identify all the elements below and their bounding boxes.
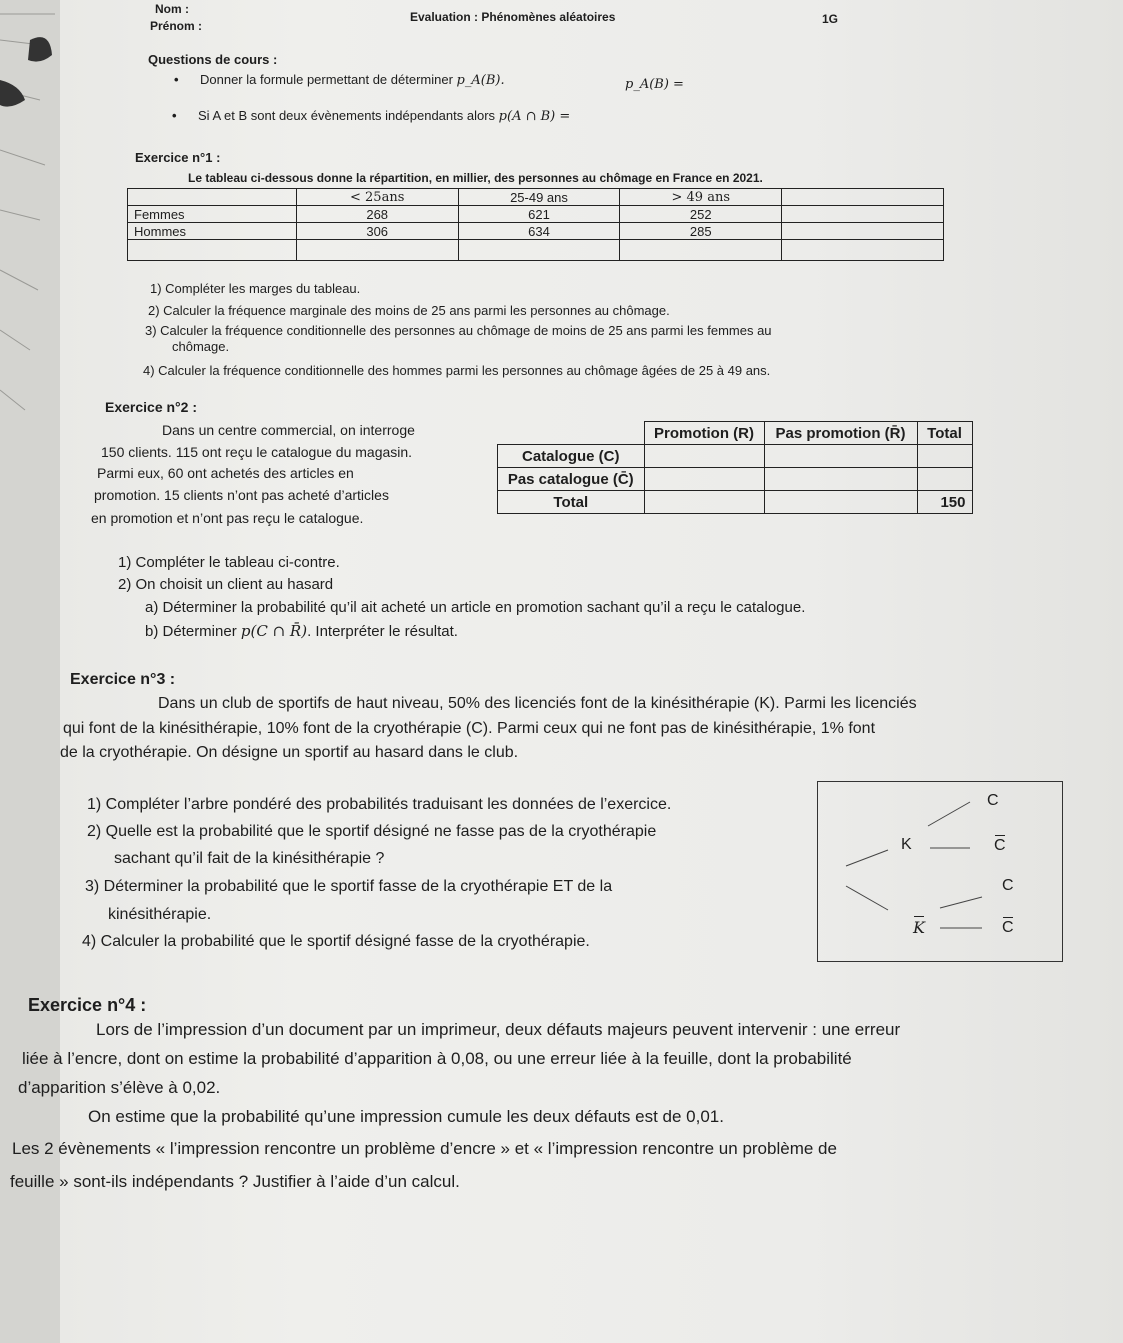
ex1-q2: 2) Calculer la fréquence marginale des moins de 25 ans parmi les personnes au chômage. (148, 303, 670, 318)
row-label: Femmes (128, 206, 297, 223)
table-header-cell: > 49 ans (620, 189, 782, 206)
ex1-q3-cont: chômage. (172, 339, 230, 354)
tree-node-kbar: K (913, 918, 925, 937)
ex3-q3: 3) Déterminer la probabilité que le sportif fasse de la cryothérapie ET de la (85, 878, 613, 895)
ex4-text-line: feuille » sont-ils indépendants ? Justifier à l’aide d’un calcul. (10, 1172, 460, 1191)
ex2-text-line: en promotion et n’ont pas reçu le catalogue. (91, 510, 364, 526)
table-cell: 621 (458, 206, 620, 223)
ex2-table (497, 421, 973, 514)
ex2-q1: 1) Compléter le tableau ci-contre. (118, 554, 340, 571)
table-row (128, 206, 944, 223)
cours-q2-text: Si A et B sont deux évènements indépendants alors (198, 108, 496, 123)
ex3-q1: 1) Compléter l’arbre pondéré des probabilités traduisant les données de l’exercice. (87, 796, 672, 813)
table-cell[interactable] (458, 240, 620, 261)
table-cell[interactable] (782, 223, 944, 240)
ex2-qb-post: . Interpréter le résultat. (307, 623, 458, 640)
ex3-title: Exercice n°3 : (70, 671, 176, 688)
ex4-text-line: Lors de l’impression d’un document par un imprimeur, deux défauts majeurs peuvent intervenir : une erreur (96, 1020, 901, 1039)
ex2-qb-pre: b) Déterminer (145, 623, 237, 640)
table-header-row (498, 422, 973, 445)
table-cell[interactable] (782, 240, 944, 261)
tree-node-k: K (901, 836, 912, 853)
table-cell: 285 (620, 223, 782, 240)
table-header-cell: Pas promotion (R̄) (764, 422, 917, 445)
row-label: Total (498, 491, 645, 514)
cours-q1-text: Donner la formule permettant de déterminer (200, 72, 453, 87)
ex4-text-line: On estime que la probabilité qu’une impression cumule les deux défauts est de 0,01. (88, 1107, 724, 1126)
tree-node-cbar: C (1002, 919, 1014, 936)
ex2-qb (145, 622, 458, 640)
table-cell[interactable] (644, 445, 764, 468)
table-cell (498, 422, 645, 445)
table-row (128, 240, 944, 261)
ex2-text-line: Dans un centre commercial, on interroge (162, 422, 415, 438)
table-cell: 306 (296, 223, 458, 240)
tree-node-c: C (987, 792, 999, 809)
ex2-qb-expr: p(C ∩ R̄) (240, 622, 308, 640)
table-header-cell: 25-49 ans (458, 189, 620, 206)
table-row (498, 468, 973, 491)
table-cell[interactable] (764, 445, 917, 468)
ex1-q1: 1) Compléter les marges du tableau. (150, 281, 361, 296)
ex1-table (127, 188, 944, 261)
branch-to-kbar (846, 886, 888, 910)
table-cell[interactable] (764, 491, 917, 514)
table-cell[interactable] (296, 240, 458, 261)
table-cell[interactable] (917, 468, 972, 491)
ex3-q2: 2) Quelle est la probabilité que le sportif désigné ne fasse pas de la cryothérapie (87, 823, 657, 840)
table-row (128, 223, 944, 240)
ex2-text-line: Parmi eux, 60 ont achetés des articles en (97, 465, 354, 481)
ex2-title: Exercice n°2 : (105, 399, 197, 415)
ex1-title: Exercice n°1 : (135, 150, 221, 165)
ex3-intro-line: qui font de la kinésithérapie, 10% font de la cryothérapie (C). Parmi ceux qui ne font pas de kinésithérapie, 1% font (63, 720, 876, 737)
branch-k-to-c (928, 802, 970, 826)
ex3-intro-line: de la cryothérapie. On désigne un sportif au hasard dans le club. (60, 744, 519, 761)
table-cell: 150 (917, 491, 972, 514)
ex4-text-line: Les 2 évènements « l’impression rencontre un problème d’encre » et « l’impression rencontre un problème de (12, 1139, 837, 1158)
table-header-row (128, 189, 944, 206)
ex2-text-line: promotion. 15 clients n’ont pas acheté d’articles (94, 487, 389, 503)
ex3-q2-cont: sachant qu’il fait de la kinésithérapie ? (114, 850, 385, 867)
ex3-intro-line: Dans un club de sportifs de haut niveau, 50% des licenciés font de la kinésithérapie (K). Parmi les licenciés (158, 695, 917, 712)
table-cell[interactable] (620, 240, 782, 261)
table-cell[interactable] (764, 468, 917, 491)
cours-q1-expr: p_A(B). (456, 73, 505, 88)
table-cell: 252 (620, 206, 782, 223)
row-label: Hommes (128, 223, 297, 240)
table-row (498, 491, 973, 514)
branch-to-k (846, 850, 888, 866)
tree-branches (818, 782, 1062, 961)
tree-node-c: C (1002, 877, 1014, 894)
cours-title: Questions de cours : (148, 52, 278, 67)
prenom-label: Prénom : (150, 19, 203, 33)
table-header-cell: Promotion (R) (644, 422, 764, 445)
ex4-text-line: d’apparition s’élève à 0,02. (18, 1078, 221, 1097)
table-cell: 634 (458, 223, 620, 240)
level-label: 1G (822, 12, 839, 26)
cours-q2-expr: p(A ∩ B) = (498, 109, 571, 124)
table-cell[interactable] (128, 189, 297, 206)
ex2-text-line: 150 clients. 115 ont reçu le catalogue du magasin. (101, 444, 413, 460)
ex4-text-line: liée à l’encre, dont on estime la probabilité d’apparition à 0,08, ou une erreur liée à la feuille, dont la probabilité (22, 1049, 852, 1068)
row-label: Catalogue (C) (498, 445, 645, 468)
table-header-cell: Total (917, 422, 972, 445)
table-cell[interactable] (917, 445, 972, 468)
ex4-title: Exercice n°4 : (28, 995, 147, 1015)
ex1-q4: 4) Calculer la fréquence conditionnelle des hommes parmi les personnes au chômage âgées de 25 à 49 ans. (143, 363, 771, 378)
ex2-q2: 2) On choisit un client au hasard (118, 576, 334, 593)
table-cell: 268 (296, 206, 458, 223)
page-title: Evaluation : Phénomènes aléatoires (410, 10, 616, 24)
table-cell[interactable] (644, 468, 764, 491)
table-cell[interactable] (782, 189, 944, 206)
ex2-qa: a) Déterminer la probabilité qu’il ait acheté un article en promotion sachant qu’il a reçu le catalogue. (145, 599, 806, 616)
table-cell[interactable] (644, 491, 764, 514)
row-label: Pas catalogue (C̄) (498, 468, 645, 491)
cours-q1-answer: p_A(B) = (625, 77, 684, 92)
table-header-cell: < 25ans (296, 189, 458, 206)
probability-tree-box (817, 781, 1063, 962)
branch-kbar-to-c (940, 897, 982, 908)
table-cell[interactable] (782, 206, 944, 223)
nom-label: Nom : (155, 2, 189, 16)
ex3-q3-cont: kinésithérapie. (108, 906, 212, 923)
table-cell[interactable] (128, 240, 297, 261)
cours-q1 (200, 72, 505, 88)
ex1-intro: Le tableau ci-dessous donne la répartition, en millier, des personnes au chômage en France en 2021. (188, 171, 763, 185)
cours-q2 (198, 108, 570, 124)
table-row (498, 445, 973, 468)
tree-node-cbar: C (994, 837, 1006, 854)
ex1-q3: 3) Calculer la fréquence conditionnelle des personnes au chômage de moins de 25 ans parmi les femmes au (145, 323, 772, 338)
ex3-q4: 4) Calculer la probabilité que le sportif désigné fasse de la cryothérapie. (82, 933, 590, 950)
